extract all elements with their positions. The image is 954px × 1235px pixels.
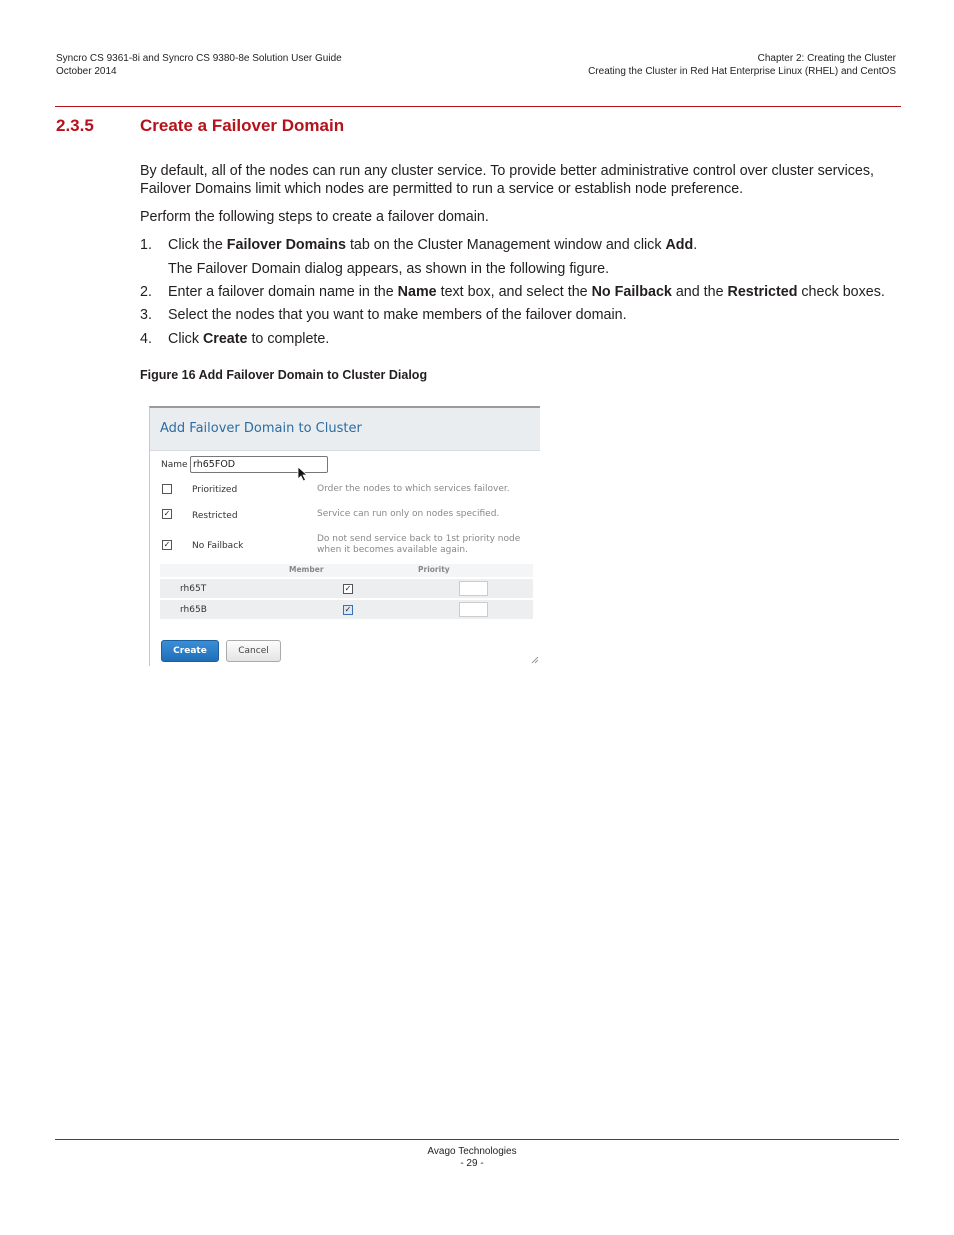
footer-company: Avago Technologies xyxy=(427,1146,517,1157)
checkmark-icon: ✓ xyxy=(344,584,352,593)
priority-column-header: Priority xyxy=(418,565,450,574)
create-button[interactable]: Create xyxy=(161,640,219,662)
no-failback-hint-line2: when it becomes available again. xyxy=(317,545,468,555)
checkmark-icon: ✓ xyxy=(163,509,171,518)
dialog-title: Add Failover Domain to Cluster xyxy=(160,421,362,436)
restricted-checkbox[interactable] xyxy=(162,509,172,519)
name-input[interactable]: rh65FOD xyxy=(190,456,328,473)
chapter-title: Chapter 2: Creating the Cluster xyxy=(757,53,896,64)
prioritized-checkbox[interactable] xyxy=(162,484,172,494)
page-header-right xyxy=(588,53,896,78)
table-row xyxy=(160,600,533,620)
step-number: 4. xyxy=(140,331,152,347)
priority-input[interactable] xyxy=(459,602,488,617)
intro-paragraph: By default, all of the nodes can run any cluster service. To provide better administrative control over cluster services, Failover Domains limit which nodes are permitted to run a service or establish node preference. xyxy=(140,163,874,197)
restricted-hint: Service can run only on nodes specified. xyxy=(317,509,500,519)
header-divider xyxy=(55,106,901,107)
table-row xyxy=(160,579,533,599)
mouse-pointer-icon xyxy=(297,466,309,482)
step-number: 2. xyxy=(140,284,152,300)
doc-date: October 2014 xyxy=(56,65,117,77)
section-number: 2.3.5 xyxy=(56,116,94,135)
resize-grip-icon[interactable] xyxy=(531,656,539,664)
nodes-table-header xyxy=(160,564,533,577)
page-header-left xyxy=(56,53,342,78)
add-failover-domain-dialog xyxy=(149,406,540,666)
step-3-text: Select the nodes that you want to make members of the failover domain. xyxy=(168,307,627,323)
node-name: rh65B xyxy=(180,605,207,615)
cancel-button[interactable]: Cancel xyxy=(226,640,281,662)
footer-divider xyxy=(55,1139,899,1140)
member-checkbox[interactable] xyxy=(343,584,353,594)
checkmark-icon: ✓ xyxy=(163,540,171,549)
member-column-header: Member xyxy=(289,565,324,574)
section-title: Create a Failover Domain xyxy=(140,116,345,135)
member-checkbox[interactable] xyxy=(343,605,353,615)
checkmark-icon: ✓ xyxy=(344,605,352,614)
lead-paragraph: Perform the following steps to create a failover domain. xyxy=(140,209,489,225)
step-number: 3. xyxy=(140,307,152,323)
no-failback-label: No Failback xyxy=(192,541,244,551)
doc-title: Syncro CS 9361-8i and Syncro CS 9380-8e Solution User Guide xyxy=(56,53,342,64)
dialog-header xyxy=(150,408,540,451)
no-failback-hint-line1: Do not send service back to 1st priority node xyxy=(317,534,521,544)
page-number: - 29 - xyxy=(460,1158,484,1169)
section-path: Creating the Cluster in Red Hat Enterprise Linux (RHEL) and CentOS xyxy=(588,65,896,77)
step-4-text: Click Create to complete. xyxy=(168,331,330,347)
no-failback-checkbox[interactable] xyxy=(162,540,172,550)
step-number: 1. xyxy=(140,237,152,253)
restricted-label: Restricted xyxy=(192,511,238,521)
step-2-text: Enter a failover domain name in the Name text box, and select the No Failback and the Restricted check boxes. xyxy=(168,284,885,300)
node-name: rh65T xyxy=(180,584,207,594)
prioritized-hint: Order the nodes to which services failover. xyxy=(317,484,510,494)
step-1-result: The Failover Domain dialog appears, as shown in the following figure. xyxy=(168,261,610,277)
priority-input[interactable] xyxy=(459,581,488,596)
figure-caption: Figure 16 Add Failover Domain to Cluster Dialog xyxy=(140,368,428,382)
prioritized-label: Prioritized xyxy=(192,485,238,495)
name-label: Name xyxy=(161,460,188,470)
step-1-text: Click the Failover Domains tab on the Cluster Management window and click Add. xyxy=(168,237,698,253)
